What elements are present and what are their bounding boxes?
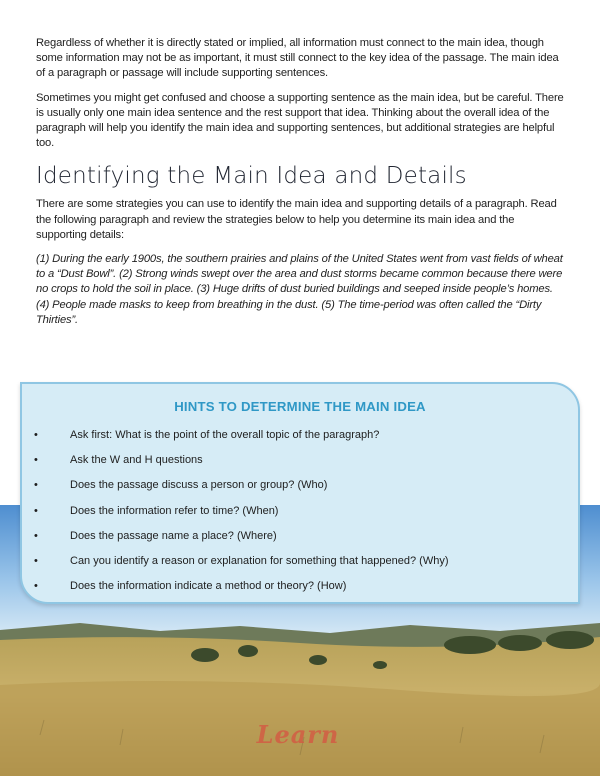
hint-text: Does the information indicate a method or theory? (How) — [70, 580, 347, 593]
hint-text: Does the passage name a place? (Where) — [70, 529, 277, 542]
hint-item — [22, 530, 578, 555]
hint-item — [22, 479, 578, 504]
bullet-icon: • — [34, 479, 38, 492]
hint-item — [22, 454, 578, 479]
hints-title: HINTS TO DETERMINE THE MAIN IDEA — [174, 399, 426, 414]
bullet-icon: • — [34, 554, 38, 567]
hint-item — [22, 429, 578, 454]
hint-item — [22, 580, 578, 605]
bullet-icon: • — [34, 504, 38, 517]
bullet-icon: • — [34, 580, 38, 593]
hint-item — [22, 555, 578, 580]
hints-box — [20, 382, 580, 604]
logo-wordmark: Learn — [256, 720, 340, 749]
hint-item — [22, 505, 578, 530]
bullet-icon: • — [34, 429, 38, 441]
bullet-icon: • — [34, 529, 38, 542]
hint-text: Does the information refer to time? (When) — [70, 504, 279, 517]
bullet-icon: • — [34, 454, 38, 467]
hint-text: Can you identify a reason or explanation for something that happened? (Why) — [70, 554, 449, 567]
example-paragraph: (1) During the early 1900s, the southern prairies and plains of the United States went from vast fields of wheat to a “Dust Bowl”. (2) Strong winds swept over the area and dust storms became common because there were no crops to hold the soil in place. (3) Huge drifts of dust buried buildings and seeped inside people’s homes. (4) People made masks to keep from breathing in the dust. (5) The time-period was often called the “Dirty Thirties”. — [36, 253, 563, 326]
intro-paragraph-2: Sometimes you might get confused and choose a supporting sentence as the main idea, but be careful. There is usually only one main idea sentence and the rest support that idea. Thinking about the overall idea of the paragraph will help you identify the main idea and supporting sentences, but additional strategies are helpful too. — [36, 91, 564, 150]
intro-paragraph-1: Regardless of whether it is directly stated or implied, all information must connect to the main idea, though some information may not be as important, it must still connect to the key idea of the passage. The main idea of a paragraph or passage will include supporting sentences. — [36, 37, 559, 80]
section-intro: There are some strategies you can use to identify the main idea and supporting details of a paragraph. Read the following paragraph and review the strategies below to help you determine its main idea and the supporting details: — [36, 198, 557, 241]
article-body — [36, 36, 566, 337]
hints-list — [22, 429, 578, 605]
learn-logo — [248, 720, 348, 760]
section-heading: Identifying the Main Idea and Details — [36, 163, 467, 190]
hint-text: Ask first: What is the point of the overall topic of the paragraph? — [70, 429, 380, 441]
hint-text: Ask the W and H questions — [70, 454, 203, 467]
hint-text: Does the passage discuss a person or group? (Who) — [70, 479, 328, 492]
